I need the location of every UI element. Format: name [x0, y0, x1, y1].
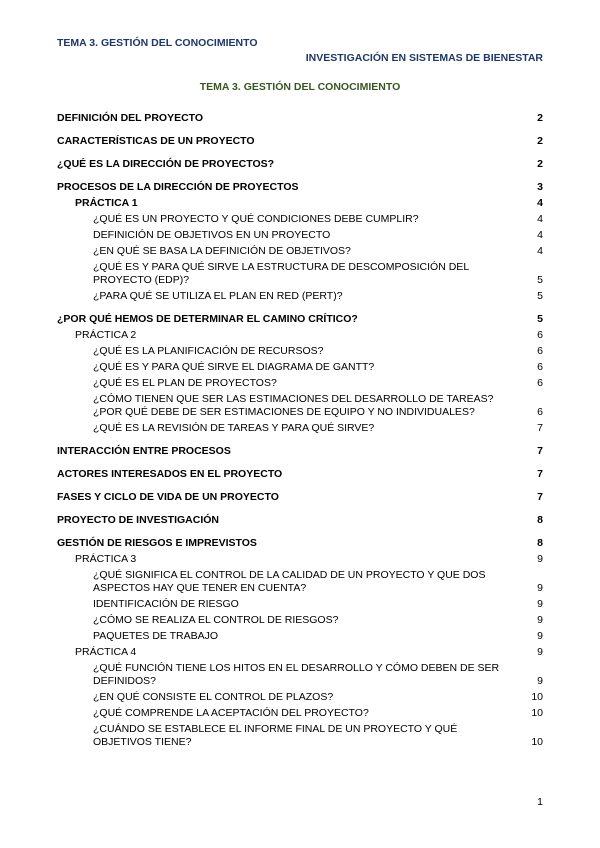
toc-entry[interactable]	[57, 445, 543, 458]
toc-entry[interactable]	[57, 662, 543, 688]
toc-entry-text: PAQUETES DE TRABAJO	[93, 630, 219, 642]
toc-entry-page: 9	[537, 630, 543, 642]
toc-entry-text: ¿QUÉ ES EL PLAN DE PROYECTOS?	[93, 377, 277, 389]
toc-entry[interactable]	[57, 553, 543, 566]
toc-entry-text: DEFINICIÓN DEL PROYECTO	[57, 112, 204, 124]
toc-entry-page: 6	[537, 361, 543, 373]
toc-entry[interactable]	[57, 197, 543, 210]
toc-entry[interactable]	[57, 630, 543, 643]
running-header-right: INVESTIGACIÓN EN SISTEMAS DE BIENESTAR	[305, 52, 543, 64]
toc-entry-text: PRÁCTICA 3	[75, 553, 137, 565]
toc-entry-text: ¿QUÉ SIGNIFICA EL CONTROL DE LA CALIDAD DE UN PROYECTO Y QUE DOS ASPECTOS HAY QUE TENER EN CUENTA?	[93, 569, 486, 594]
toc-entry-page: 9	[537, 598, 543, 610]
toc-entry-page: 9	[537, 646, 543, 658]
toc-entry-page: 10	[531, 707, 543, 719]
toc-entry-text: ¿QUÉ ES Y PARA QUÉ SIRVE LA ESTRUCTURA DE DESCOMPOSICIÓN DEL PROYECTO (EDP)?	[93, 261, 469, 286]
toc-entry-page: 7	[537, 468, 543, 480]
table-of-contents	[57, 112, 543, 749]
toc-entry[interactable]	[57, 213, 543, 226]
toc-entry-text: PRÁCTICA 2	[75, 329, 137, 341]
page-title: TEMA 3. GESTIÓN DEL CONOCIMIENTO	[199, 81, 401, 93]
toc-entry-text: ¿QUÉ FUNCIÓN TIENE LOS HITOS EN EL DESARROLLO Y CÓMO DEBEN DE SER DEFINIDOS?	[93, 662, 500, 687]
toc-entry[interactable]	[57, 290, 543, 303]
toc-entry[interactable]	[57, 181, 543, 194]
toc-entry-text: ¿QUÉ ES LA REVISIÓN DE TAREAS Y PARA QUÉ SIRVE?	[93, 422, 375, 434]
toc-entry-page: 5	[537, 274, 543, 286]
toc-entry-page: 4	[537, 229, 543, 241]
toc-entry-page: 8	[537, 514, 543, 526]
toc-entry-text: ¿QUÉ ES Y PARA QUÉ SIRVE EL DIAGRAMA DE GANTT?	[93, 361, 375, 373]
toc-entry[interactable]	[57, 569, 543, 595]
toc-entry-text: ¿EN QUÉ CONSISTE EL CONTROL DE PLAZOS?	[93, 691, 334, 703]
toc-entry-text: PROYECTO DE INVESTIGACIÓN	[57, 514, 219, 526]
toc-entry-page: 7	[537, 445, 543, 457]
toc-entry-text: DEFINICIÓN DE OBJETIVOS EN UN PROYECTO	[93, 229, 331, 241]
toc-entry-page: 5	[537, 313, 543, 325]
toc-entry-text: CARACTERÍSTICAS DE UN PROYECTO	[57, 135, 255, 147]
toc-entry-page: 4	[537, 213, 543, 225]
toc-entry[interactable]	[57, 691, 543, 704]
toc-entry-page: 9	[537, 582, 543, 594]
toc-entry[interactable]	[57, 468, 543, 481]
toc-entry-text: ¿PARA QUÉ SE UTILIZA EL PLAN EN RED (PERT)?	[93, 290, 343, 302]
toc-entry-page: 6	[537, 377, 543, 389]
toc-entry[interactable]	[57, 112, 543, 125]
toc-entry-text: ¿QUÉ ES LA DIRECCIÓN DE PROYECTOS?	[57, 158, 275, 170]
toc-entry[interactable]	[57, 377, 543, 390]
toc-entry[interactable]	[57, 614, 543, 627]
toc-entry-text: ¿CÓMO SE REALIZA EL CONTROL DE RIESGOS?	[93, 614, 339, 626]
toc-entry[interactable]	[57, 345, 543, 358]
toc-entry-text: PROCESOS DE LA DIRECCIÓN DE PROYECTOS	[57, 181, 299, 193]
toc-entry-page: 2	[537, 158, 543, 170]
toc-entry-text: PRÁCTICA 4	[75, 646, 137, 658]
toc-entry[interactable]	[57, 723, 543, 749]
toc-entry-text: ¿POR QUÉ HEMOS DE DETERMINAR EL CAMINO CRÍTICO?	[57, 313, 358, 325]
toc-entry-text: GESTIÓN DE RIESGOS E IMPREVISTOS	[57, 537, 257, 549]
toc-entry-page: 6	[537, 329, 543, 341]
toc-entry[interactable]	[57, 707, 543, 720]
toc-entry-page: 4	[537, 245, 543, 257]
toc-entry-page: 3	[537, 181, 543, 193]
toc-entry-page: 2	[537, 135, 543, 147]
toc-entry-text: ¿CUÁNDO SE ESTABLECE EL INFORME FINAL DE UN PROYECTO Y QUÉ OBJETIVOS TIENE?	[93, 723, 458, 748]
toc-entry-text: FASES Y CICLO DE VIDA DE UN PROYECTO	[57, 491, 279, 503]
toc-entry[interactable]	[57, 158, 543, 171]
toc-entry-page: 10	[531, 691, 543, 703]
toc-entry-text: ¿QUÉ ES UN PROYECTO Y QUÉ CONDICIONES DEBE CUMPLIR?	[93, 213, 419, 225]
toc-entry[interactable]	[57, 313, 543, 326]
toc-entry-page: 7	[537, 422, 543, 434]
toc-entry[interactable]	[57, 646, 543, 659]
toc-entry-text: PRÁCTICA 1	[75, 197, 138, 209]
toc-entry-page: 8	[537, 537, 543, 549]
toc-entry-page: 7	[537, 491, 543, 503]
toc-entry[interactable]	[57, 537, 543, 550]
toc-entry-page: 4	[537, 197, 543, 209]
toc-entry[interactable]	[57, 361, 543, 374]
toc-entry-page: 9	[537, 675, 543, 687]
toc-entry[interactable]	[57, 491, 543, 504]
toc-entry-page: 2	[537, 112, 543, 124]
toc-entry-page: 6	[537, 345, 543, 357]
toc-entry-page: 9	[537, 553, 543, 565]
toc-entry[interactable]	[57, 329, 543, 342]
toc-entry-text: ¿EN QUÉ SE BASA LA DEFINICIÓN DE OBJETIVOS?	[93, 245, 351, 257]
toc-entry-text: IDENTIFICACIÓN DE RIESGO	[93, 598, 239, 610]
toc-entry[interactable]	[57, 229, 543, 242]
toc-entry-text: ¿CÓMO TIENEN QUE SER LAS ESTIMACIONES DEL DESARROLLO DE TAREAS? ¿POR QUÉ DEBE DE SER ESTIMACIONES DE EQUIPO Y NO INDIVIDUALES?	[93, 393, 494, 418]
toc-entry-text: ¿QUÉ COMPRENDE LA ACEPTACIÓN DEL PROYECTO?	[93, 707, 369, 719]
toc-entry-text: ¿QUÉ ES LA PLANIFICACIÓN DE RECURSOS?	[93, 345, 324, 357]
toc-entry[interactable]	[57, 422, 543, 435]
page-number: 1	[537, 796, 543, 808]
toc-entry-page: 6	[537, 406, 543, 418]
toc-entry-page: 10	[531, 736, 543, 748]
toc-entry-page: 5	[537, 290, 543, 302]
toc-entry[interactable]	[57, 598, 543, 611]
toc-entry[interactable]	[57, 393, 543, 419]
toc-entry-text: INTERACCIÓN ENTRE PROCESOS	[57, 445, 231, 457]
running-header-left: TEMA 3. GESTIÓN DEL CONOCIMIENTO	[57, 37, 258, 49]
toc-entry-text: ACTORES INTERESADOS EN EL PROYECTO	[57, 468, 283, 480]
toc-entry[interactable]	[57, 245, 543, 258]
toc-entry[interactable]	[57, 261, 543, 287]
toc-entry[interactable]	[57, 514, 543, 527]
toc-entry-page: 9	[537, 614, 543, 626]
toc-entry[interactable]	[57, 135, 543, 148]
